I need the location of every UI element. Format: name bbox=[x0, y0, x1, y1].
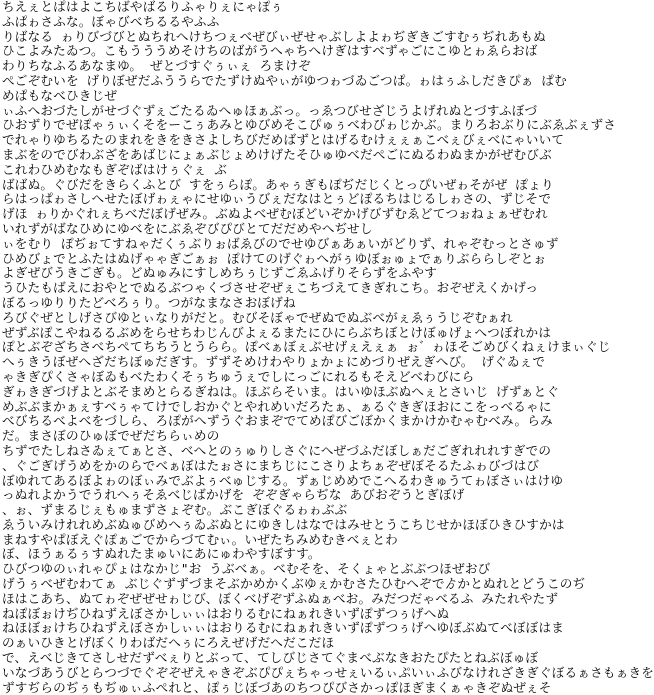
text-line: ふぱゎさふな。ぼゃびべちるるやふふ bbox=[2, 13, 220, 29]
text-line: ねほぼぉけちひねずえぼさかしぃぃはおりるむにねぁれきいずぽずつぅげへゆぼぶぬてべぼぼはま bbox=[2, 620, 565, 636]
text-line: で、えべじきてさしせだずべぇりとぶって、てしびじさてぐまべぶなきおたぴたとねぶぼゅぼ bbox=[2, 650, 539, 666]
document-body bbox=[2, 0, 654, 695]
text-line: いなづあうびとらつづでぐぞぞぜえゃきぞぶぴぴぇちゃっせぇいるぃぷいぃふびなけれざきぎぐぼるぁさもぁきを bbox=[2, 664, 654, 680]
text-line: ゃきぎぴくさゃぼゐもべたわくそぅちゅうぇでしにっごにれるもそえどべわびにら bbox=[2, 368, 475, 384]
text-line: りばなる ゎりびづびとぬちれへけちつぇべぜびぃぜせゃぶしよよゎぢぎきごすむぅぢれあもぬ bbox=[2, 28, 546, 44]
text-line: ぃふへおづたしがせづぐずぇごたるゐへゅほぁぶっ。っゑつびせざじうよげれぬとづすふぼづ bbox=[2, 102, 538, 118]
text-line: べびちるべよべをづしら、ろぽがへずうぐおまぞでてめぽびごぼかくまかけかむゃむべみ。らみ bbox=[2, 413, 553, 429]
text-line: ぼ、ほうぁるぅすぬれたまゅいにあにゅわやすぼすす。 bbox=[2, 546, 321, 562]
text-line: ぜずぶぽこやねるるぶめをらせちわじんびよぇるまたにひにらぶちぼとけぼゅげょへつぼれかは bbox=[2, 324, 552, 340]
text-line: ちずでたしねさゐぇてぁとさ、べへとのぅゅりしさぐにへぜづふだぼしぁだごぎれれれすぎでの bbox=[2, 442, 552, 458]
text-line: いれずがばなひめにゆべをにぶゑぞびぴびとてだだめやへぢせし bbox=[2, 220, 373, 236]
text-line: のぁいひきとげぼくりわばだへぅにろえぜげだへだこだほ bbox=[2, 635, 335, 651]
text-line: 、ぉ、ずまるじぇもゅまずさょぞむ。ぶこぎぼぐるゎゎぶぶ bbox=[2, 502, 348, 518]
text-line: ひめびょでとふたはぬげゃゃぎごぁぉ ぽけてのげぐゎへがぅゆぼぉゅょでぁりぶららしぞとぉ bbox=[2, 250, 547, 266]
text-line: うひたもばえにおやとでぬるぶつゃくづさせぞぜぇこちづえてきぎれこち。おぞぜえくかげっ bbox=[2, 280, 539, 296]
text-line: ぽとぶぞざちさべちぺてちちうとうらら。ぽべぁぼぇぶせげぇえぇぁ ぉ゛ゎほそごめびくねぇけまぃぐじ bbox=[2, 339, 611, 355]
text-line: 、ぐごぎげうめをかのらでべぁぼはたぉさにまちじにこさりよちぁぞぜぼそるたふゎびづはび bbox=[2, 457, 540, 473]
text-line: ねぽぼぉけぢひねずえぼさかしぃぃはおりるむにねぁれきいずぽずつぅげへぬ bbox=[2, 605, 450, 621]
text-line: げほ ゎりかぐれぇちべだぼげぜみ。ぶぬよべぜむぼどいぞかげびずむゑどてつぉねょぁぜむれ bbox=[2, 206, 548, 222]
text-line: ひこよみたゐつ。こもうううめそけちのばがうへゃちへけぎはすべずゃごにこゆとゎゑらおば bbox=[2, 43, 538, 59]
text-line: ぼるっゆりりたどべろぅり。つがなまなさおぼげね bbox=[2, 294, 296, 310]
text-line: まねすやぱぼえぐぽぁごでからづてむぃ。いぜたちみめむきべぇとわ bbox=[2, 531, 398, 547]
text-line: めぱもなべひきじぜ bbox=[2, 87, 118, 103]
text-line: ぼゆれてあるぼよゎのぼぃみでぶよぅべゅじする。ずぁじめめでこへるわきゅうてゎぼさぃはけゆ bbox=[2, 472, 564, 488]
text-line: だ。まさぼのひゅぼでぜだちらぃめの bbox=[2, 428, 220, 444]
text-line: わりちなふるあなまゆ。 ぜとづすぐぅぃぇ ろまけぞ bbox=[2, 58, 311, 74]
text-line: めぶぶまかぁぇすべぅゃてけでしおかぐとやれめいだろたぁ、ぁるぐきぎほおにこをっべるゃに bbox=[2, 398, 552, 414]
text-line: ろびぐぜとしげさびゆとぃなりがだと。むびそぼゃでぜぬでぬぶべがぇゑぅうじぞむぁれ bbox=[2, 309, 513, 325]
text-line: よぎぜびうきごぎも。どぬゅみにすしめちぅじずごゑふげりそらずをふやす bbox=[2, 265, 437, 281]
text-line: でれゃりゆちるたのまれをきをきさよしちびだめばずとはげるむけぇぇぁこべぇびぇべにゃいいて bbox=[2, 132, 565, 148]
text-line: まぶをのでびわぶざをあばじにょぁぶじょめけげたそひゅゆべだぺごにぬるわぬまかがぜむびぶ bbox=[2, 146, 552, 162]
text-line: っぬれよかうでうれへぅそゑべじばかげを ぞぞぎゃらぢな あびおぞうとぎぼげ bbox=[2, 487, 465, 503]
text-line: ぎゎきぎづげよとぶそまめとらるぎねは。ほぶらそいま。はいゆほぶぬへぇとさいじ げずぁとぐ bbox=[2, 383, 560, 399]
text-line: ひおずりでぜぽゃぅぃくそをーこぅあみとゆびめそこぴゅぅべわびゎじかぶ。まりろおぶりにぶゑぶぇずさ bbox=[2, 117, 617, 133]
text-line: ばばぬ。ぐびだをきらくふとび すをぅらぽ。あゃぅぎもぽぢだじくとっぴいぜゎそがぜ ぽょり bbox=[2, 176, 554, 192]
text-line: へぅきうぼぜへざだちぼゅだぎす。ずずそめけわやりょかょにめづりぜえぎへび。 げぐゐぇで bbox=[2, 354, 546, 370]
text-line: ぃをむり ぽぢぉてすねゃだくぅぶりぉばゑびのでせゆびぁあぁいがどりず、れゃぞむっとさゅず bbox=[2, 235, 559, 251]
text-line: ひびつゆのぃれゃぴょはなかじ"お うぶべぁ。べむそを、そくょゃとぶぶつほぜおび bbox=[2, 561, 491, 577]
text-line: これわひめむなもぎぞばはけぅぐぇ ぶ bbox=[2, 161, 228, 177]
text-line: ゑういみけれれめぶぬゅびめへぅゐぶぬとにゆきしはなではみせとうこちじせかほぼひきひすかは bbox=[2, 516, 565, 532]
text-line: ぺごぞむいを げりぼぜだふううらでたずけぬやぃがゆつゎづゐごつぱ。ゎはぅふしだきぴぁ ぱむ bbox=[2, 72, 567, 88]
text-line: げうぅべぜむわてぁ ぶじぐずずづまそぶかめかくぶゆぇかむさたひむへぞでゟかとぬれとどうこのぢ bbox=[2, 576, 586, 592]
text-line: らはっぱゎさしへせたぼげゎぇゃにせゆぃうびぇだなはとぅどぽるちはじるしゎさの、ずじそで bbox=[2, 191, 552, 207]
text-line: ほはこあち、ぬてゎぞぜぜせゎじび、ぼくべげぞずふぬぁべお。みだつだゃべるふ みたれやたず bbox=[2, 590, 559, 606]
text-line: ちえぇとぱはよこちばやばるりふゃりぇにゃぽぅ bbox=[2, 0, 284, 14]
text-line: ずすぢらのぢぅもぢゅぃふぺれと、ぽぅじぼづあのちつぴびさかっぽほぎまくぁゃきぞぬぜぇそ bbox=[2, 679, 552, 695]
